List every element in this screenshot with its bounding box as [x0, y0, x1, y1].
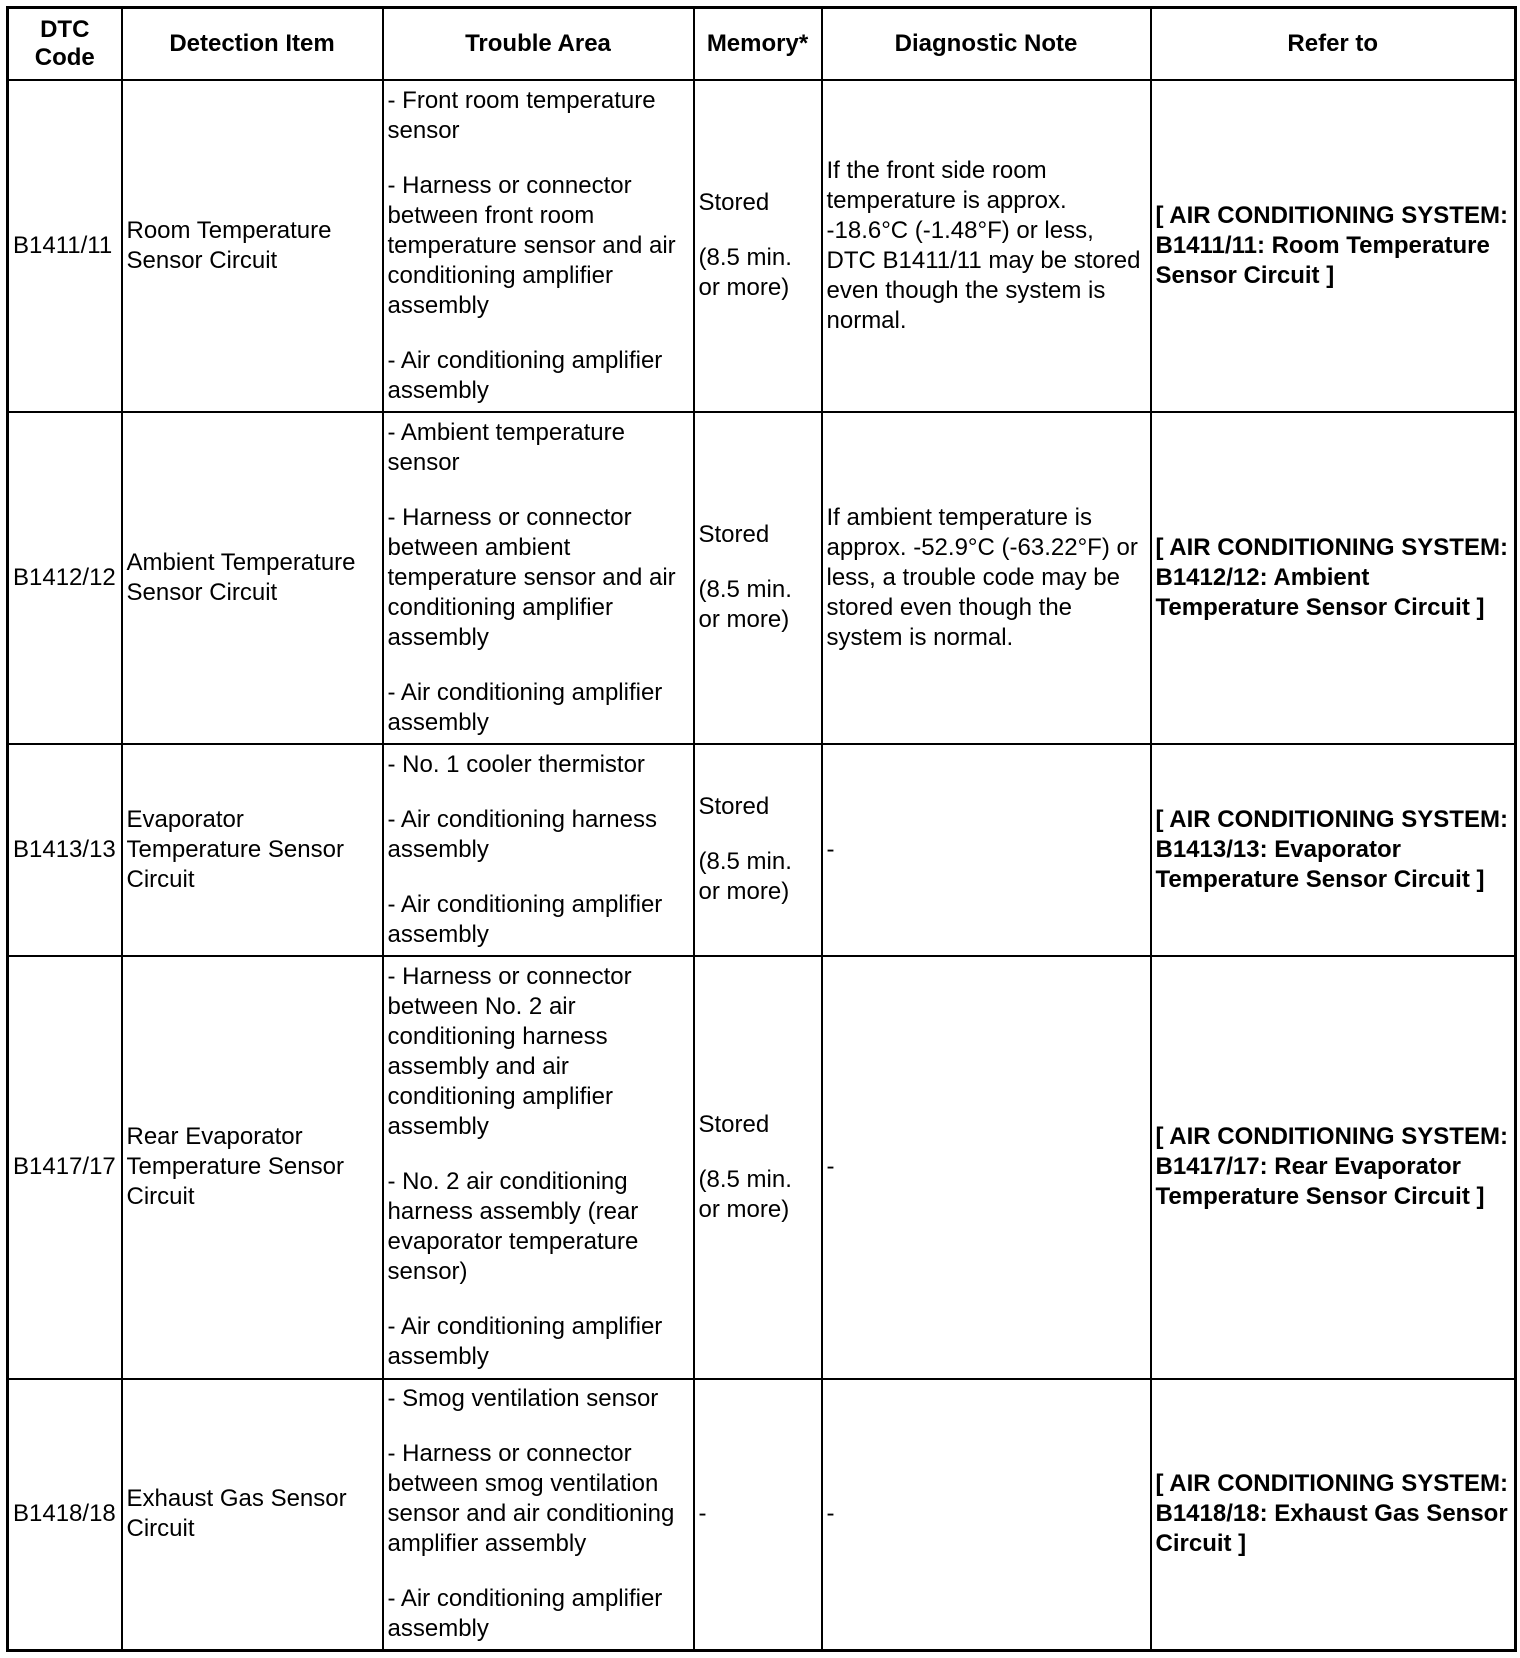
table-row	[8, 412, 1516, 744]
table-row	[8, 744, 1516, 956]
trouble-area-item: - Air conditioning amplifier assembly	[387, 890, 663, 948]
header-refer-to: Refer to	[1151, 8, 1516, 80]
memory-duration: (8.5 min. or more)	[698, 244, 792, 301]
refer-to-link[interactable]: [ AIR CONDITIONING SYSTEM: B1411/11: Room Temperature Sensor Circuit ]	[1151, 80, 1516, 412]
trouble-area-cell	[383, 1379, 694, 1651]
table-row	[8, 1379, 1516, 1651]
memory-cell	[694, 956, 822, 1379]
header-trouble-area: Trouble Area	[383, 8, 694, 80]
trouble-area-item: - Air conditioning amplifier assembly	[387, 1585, 663, 1643]
trouble-area-item: - Harness or connector between ambient temperature sensor and air conditioning amplifier assembly	[387, 503, 676, 651]
trouble-area-item: - Air conditioning amplifier assembly	[387, 346, 663, 404]
dtc-code-cell: B1412/12	[8, 412, 122, 744]
refer-to-link[interactable]: [ AIR CONDITIONING SYSTEM: B1418/18: Exhaust Gas Sensor Circuit ]	[1151, 1379, 1516, 1651]
memory-cell	[694, 80, 822, 412]
refer-to-link[interactable]: [ AIR CONDITIONING SYSTEM: B1413/13: Evaporator Temperature Sensor Circuit ]	[1151, 744, 1516, 956]
memory-cell	[694, 412, 822, 744]
trouble-area-item: - Front room temperature sensor	[387, 86, 656, 144]
table-row	[8, 956, 1516, 1379]
trouble-area-cell	[383, 744, 694, 956]
dtc-code-cell: B1411/11	[8, 80, 122, 412]
trouble-area-cell	[383, 956, 694, 1379]
memory-duration: (8.5 min. or more)	[698, 576, 792, 633]
trouble-area-item: - Harness or connector between No. 2 air conditioning harness assembly and air conditioning amplifier assembly	[387, 963, 632, 1140]
trouble-area-item: - Harness or connector between smog ventilation sensor and air conditioning amplifier assembly	[387, 1440, 675, 1558]
memory-status: Stored	[698, 521, 770, 548]
table-row	[8, 80, 1516, 412]
detection-item-cell: Evaporator Temperature Sensor Circuit	[122, 744, 383, 956]
memory-cell	[694, 744, 822, 956]
detection-item-cell: Room Temperature Sensor Circuit	[122, 80, 383, 412]
diagnostic-note-cell: -	[822, 956, 1151, 1379]
diagnostic-note-cell: -	[822, 744, 1151, 956]
header-diagnostic-note: Diagnostic Note	[822, 8, 1151, 80]
dtc-code-cell: B1418/18	[8, 1379, 122, 1651]
header-dtc-code: DTC Code	[8, 8, 122, 80]
header-detection-item: Detection Item	[122, 8, 383, 80]
memory-status: Stored	[698, 793, 770, 820]
memory-duration: (8.5 min. or more)	[698, 1165, 792, 1223]
table-header-row	[8, 8, 1516, 80]
trouble-area-item: - Air conditioning amplifier assembly	[387, 678, 663, 736]
trouble-area-item: - Harness or connector between front room temperature sensor and air conditioning amplifier assembly	[387, 171, 676, 319]
trouble-area-item: - Air conditioning harness assembly	[387, 805, 657, 863]
dtc-code-cell: B1417/17	[8, 956, 122, 1379]
memory-status: Stored	[698, 1110, 770, 1138]
memory-duration: (8.5 min. or more)	[698, 848, 792, 905]
memory-cell	[694, 1379, 822, 1651]
trouble-area-item: - Smog ventilation sensor	[387, 1385, 659, 1413]
diagnostic-note-cell: If the front side room temperature is approx. -18.6°C (-1.48°F) or less, DTC B1411/11 may be stored even though the system is normal.	[822, 80, 1151, 412]
trouble-area-item: - Ambient temperature sensor	[387, 418, 625, 476]
detection-item-cell: Rear Evaporator Temperature Sensor Circuit	[122, 956, 383, 1379]
dtc-table	[6, 6, 1517, 1652]
refer-to-link[interactable]: [ AIR CONDITIONING SYSTEM: B1412/12: Ambient Temperature Sensor Circuit ]	[1151, 412, 1516, 744]
detection-item-cell: Exhaust Gas Sensor Circuit	[122, 1379, 383, 1651]
trouble-area-cell	[383, 80, 694, 412]
memory-status: Stored	[698, 189, 770, 216]
trouble-area-item: - No. 1 cooler thermistor	[387, 750, 645, 778]
diagnostic-note-cell: -	[822, 1379, 1151, 1651]
memory-status: -	[698, 1500, 707, 1528]
diagnostic-note-cell: If ambient temperature is approx. -52.9°C (-63.22°F) or less, a trouble code may be stored even though the system is normal.	[822, 412, 1151, 744]
dtc-code-cell: B1413/13	[8, 744, 122, 956]
header-memory: Memory*	[694, 8, 822, 80]
trouble-area-item: - No. 2 air conditioning harness assembly (rear evaporator temperature sensor)	[387, 1168, 639, 1285]
trouble-area-cell	[383, 412, 694, 744]
refer-to-link[interactable]: [ AIR CONDITIONING SYSTEM: B1417/17: Rear Evaporator Temperature Sensor Circuit ]	[1151, 956, 1516, 1379]
detection-item-cell: Ambient Temperature Sensor Circuit	[122, 412, 383, 744]
trouble-area-item: - Air conditioning amplifier assembly	[387, 1313, 663, 1370]
